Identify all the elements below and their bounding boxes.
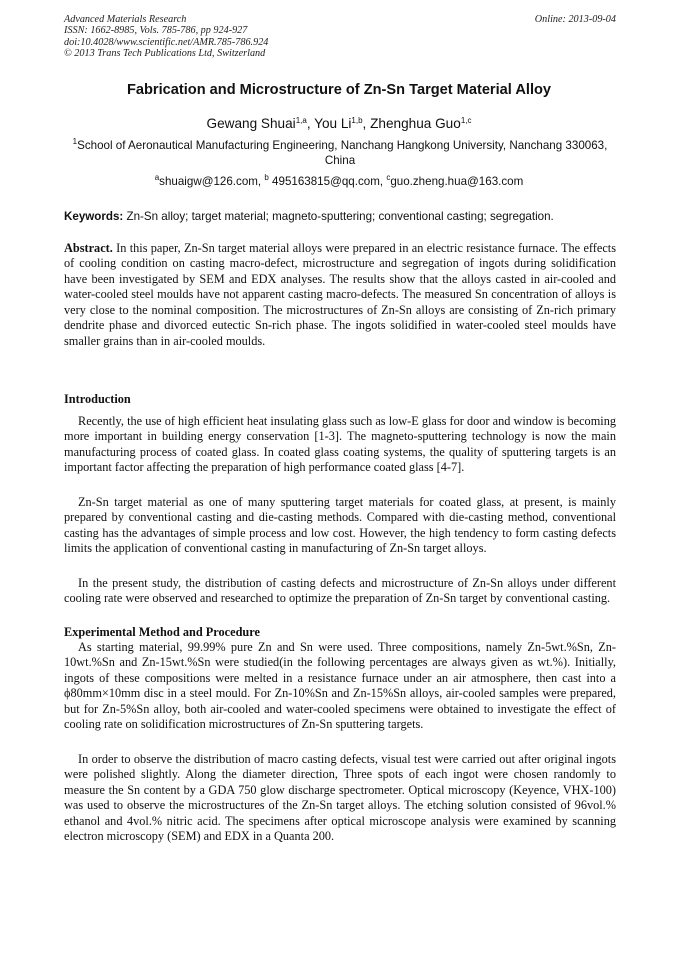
email-address: shuaigw@126.com, [159, 175, 265, 188]
experimental-paragraph: In order to observe the distribution of macro casting defects, visual test were carried out after original ingots were polished slightly. Along the diameter direction, Three spots of each ingot were chosen randomly to measure the Sn content by a GDA 750 glow discharge spectrometer. Optical microscopy (Keyence, VHX-100) was used to observe the microstructures of the Zn-Sn target alloys. The etching solution consisted of 96vol.% ethanol and 4vol.% nitric acid. The specimens after optical microscope analysis were examined by scanning electron microscopy (SEM) and EDX in a Quanta 200. [64, 752, 616, 844]
author-list [40, 114, 638, 134]
introduction-paragraph: In the present study, the distribution of casting defects and microstructure of Zn-Sn alloys under different cooling rate were observed and researched to optimize the preparation of Zn-Sn target by conventional casting. [64, 576, 616, 606]
keywords-text: Zn-Sn alloy; target material; magneto-sputtering; conventional casting; segregation. [123, 210, 554, 223]
issn-line: ISSN: 1662-8985, Vols. 785-786, pp 924-927 [64, 25, 248, 37]
introduction-paragraph: Recently, the use of high efficient heat insulating glass such as low-E glass for door and window is becoming more important in building energy conservation [1-3]. The magneto-sputtering technology is now the main manufacturing process of coated glass. In coated glass coating systems, the quality of sputtering targets is an important factor affecting the preparation of high performance coated glass [4-7]. [64, 414, 616, 475]
introduction-paragraph: Zn-Sn target material as one of many sputtering target materials for coated glass, at present, is mainly prepared by conventional casting and die-casting methods. Compared with die-casting method, conventional casting has the advantages of simple process and low cost. However, the high tendency to form casting defects limits the application of conventional casting in manufacturing of Zn-Sn target alloys. [64, 495, 616, 556]
publication-header [64, 14, 616, 59]
keywords [64, 209, 616, 224]
online-date: Online: 2013-09-04 [534, 14, 616, 25]
author-name: You Li [314, 116, 352, 131]
author-name: Zhenghua Guo [370, 116, 461, 131]
journal-name: Advanced Materials Research [64, 14, 187, 25]
abstract-label: Abstract. [64, 241, 113, 255]
email-marker: a [154, 173, 160, 182]
experimental-paragraph: As starting material, 99.99% pure Zn and Sn were used. Three compositions, namely Zn-5wt.%Sn, Zn-10wt.%Sn and Zn-15wt.%Sn were studied(in the following percentages are always given as wt.%). Initially, ingots of these compositions were melted in a resistance furnace under an air atmosphere, then cast into a ϕ80mm×10mm disc in a steel mould. For Zn-10%Sn and Zn-15%Sn alloys, air-cooled samples were prepared, but for Zn-5%Sn alloy, both air-cooled and water-cooled specimens were obtained to investigate the effect of cooling rate on solidification microstructures of Zn-Sn sputtering targets. [64, 640, 616, 732]
abstract-text: In this paper, Zn-Sn target material alloys were prepared in an electric resistance furnace. The effects of cooling condition on casting macro-defect, microstructure and segregation of ingots during solidification have been investigated by SEM and EDX analyses. The results show that the alloys casted in air-cooled and water-cooled steel moulds have not apparent casting macro-defects. The measured Sn concentration of alloys is very close to the nominal composition. The microstructures of Zn-Sn alloys are consisting of Zn-rich primary dendrite phase and divorced eutectic Sn-rich phase. The ingots solidified in water-cooled steel moulds have smaller grains than in air-cooled moulds. [64, 241, 616, 348]
paper-title: Fabrication and Microstructure of Zn-Sn Target Material Alloy [126, 82, 552, 98]
affiliation-text: School of Aeronautical Manufacturing Engineering, Nanchang Hangkong University, Nanchang 330063, China [77, 139, 608, 167]
abstract [64, 241, 616, 349]
copyright-line: © 2013 Trans Tech Publications Ltd, Switzerland [64, 47, 266, 59]
email-marker: b [264, 173, 269, 182]
introduction-heading: Introduction [64, 392, 131, 406]
email-list [40, 174, 638, 189]
email-marker: c [386, 173, 391, 182]
email-address: guo.zheng.hua@163.com [390, 175, 524, 188]
email-address: 495163815@qq.com, [268, 175, 387, 188]
author-affiliation-marker: 1,b [351, 116, 363, 125]
affiliation-marker: 1 [72, 137, 78, 146]
author-affiliation-marker: 1,c [460, 116, 472, 125]
doi-line: doi:10.4028/www.scientific.net/AMR.785-786.924 [64, 36, 269, 48]
author-affiliation-marker: 1,a [295, 116, 307, 125]
experimental-heading: Experimental Method and Procedure [64, 625, 260, 639]
author-separator: , [362, 116, 371, 131]
affiliation [66, 138, 614, 168]
author-name: Gewang Shuai [206, 116, 296, 131]
keywords-label: Keywords: [64, 210, 124, 223]
author-separator: , [306, 116, 315, 131]
